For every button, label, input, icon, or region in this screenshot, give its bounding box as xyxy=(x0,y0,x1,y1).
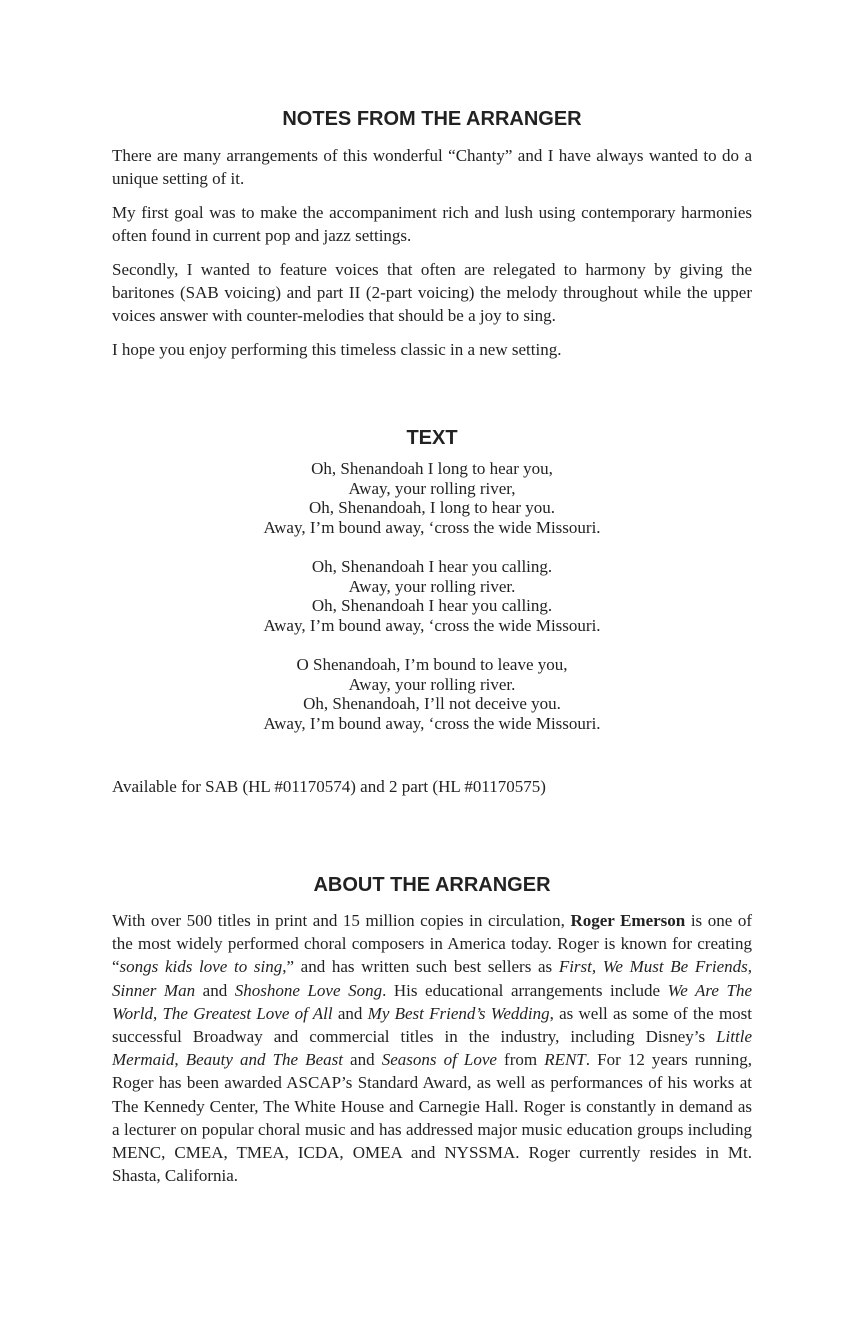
about-body xyxy=(112,909,752,1187)
title-italic: Little Mermaid xyxy=(112,1027,752,1070)
about-text-run: . For 12 years running, Roger has been awarded ASCAP’s Standard Award, as well as performances of his works at The Kennedy Center, The White House and Carnegie Hall. Roger is constantly in demand as a lecturer on popular choral music and has addressed major music education groups including MENC, CMEA, TMEA, ICDA, OMEA and NYSSMA. Roger currently resides in Mt. Shasta, California. xyxy=(112,1050,753,1186)
lyric-line: Away, I’m bound away, ‘cross the wide Missouri. xyxy=(263,517,601,537)
about-text-run: and xyxy=(342,1050,382,1070)
lyric-line: Away, I’m bound away, ‘cross the wide Missouri. xyxy=(263,615,601,635)
title-italic: Beauty and The Beast xyxy=(185,1050,343,1070)
about-text-run: , xyxy=(174,1050,186,1070)
about-text-run: , xyxy=(747,957,752,977)
about-text-run: and xyxy=(332,1003,368,1023)
title-italic: The Greatest Love of All xyxy=(162,1003,333,1023)
title-italic: Sinner Man xyxy=(112,980,196,1000)
about-text-run: ,” and has written such best sellers as xyxy=(282,957,559,977)
about-heading: ABOUT THE ARRANGER xyxy=(313,874,551,896)
text-heading: TEXT xyxy=(406,427,458,449)
lyric-line: Oh, Shenandoah, I’ll not deceive you. xyxy=(303,694,561,713)
notes-heading: NOTES FROM THE ARRANGER xyxy=(282,108,582,130)
about-text-run: With over 500 titles in print and 15 million copies in circulation, xyxy=(112,911,571,930)
about-text-run: and xyxy=(195,980,235,1000)
about-text-run: is one of the most widely performed choral composers in America today. Roger is known for creating “ xyxy=(112,911,752,977)
about-text-run: , xyxy=(152,1003,163,1023)
title-italic: Shoshone Love Song xyxy=(234,980,383,1000)
about-text-run: from xyxy=(496,1050,545,1070)
lyric-stanza xyxy=(112,655,752,733)
notes-paragraph: Secondly, I wanted to feature voices that often are relegated to harmony by giving the baritones (SAB voicing) and part II (2-part voicing) the melody throughout while the upper voices answer with counter-melodies that should be a joy to sing. xyxy=(112,260,752,325)
lyric-line: Away, I’m bound away, ‘cross the wide Missouri. xyxy=(263,713,601,733)
about-paragraph xyxy=(112,909,752,1187)
lyrics xyxy=(112,459,752,753)
title-italic: First, We Must Be Friends xyxy=(558,957,748,977)
lyric-stanza xyxy=(112,557,752,635)
notes-paragraph: My first goal was to make the accompaniment rich and lush using contemporary harmonies often found in current pop and jazz settings. xyxy=(112,203,752,245)
about-text-run: , as well as some of the most successful Broadway and commercial titles in the industry, including Disney’s xyxy=(112,1003,753,1047)
notes-paragraph: I hope you enjoy performing this timeless classic in a new setting. xyxy=(112,340,562,359)
about-text-run: . His educational arrangements include xyxy=(382,980,668,1000)
lyric-line: Away, your rolling river, xyxy=(348,478,516,498)
lyric-line: Away, your rolling river. xyxy=(348,576,516,596)
title-italic: My Best Friend’s Wedding xyxy=(367,1003,550,1023)
title-italic: songs kids love to sing xyxy=(119,957,283,977)
notes-paragraph: There are many arrangements of this wonderful “Chanty” and I have always wanted to do a unique setting of it. xyxy=(112,146,752,188)
notes-body xyxy=(112,144,752,372)
lyric-line: Oh, Shenandoah I long to hear you, xyxy=(311,459,553,478)
lyric-line: Oh, Shenandoah, I long to hear you. xyxy=(309,498,555,517)
title-italic: We Are The World xyxy=(112,980,753,1023)
lyric-line: Away, your rolling river. xyxy=(348,674,516,694)
lyric-line: O Shenandoah, I’m bound to leave you, xyxy=(296,655,568,674)
lyric-line: Oh, Shenandoah I hear you calling. xyxy=(311,596,553,615)
title-italic: RENT xyxy=(544,1050,586,1070)
lyric-line: Oh, Shenandoah I hear you calling. xyxy=(311,557,553,576)
lyric-stanza xyxy=(112,459,752,537)
title-italic: Seasons of Love xyxy=(381,1050,497,1070)
availability-note: Available for SAB (HL #01170574) and 2 part (HL #01170575) xyxy=(112,777,546,796)
arranger-name: Roger Emerson xyxy=(570,911,686,930)
